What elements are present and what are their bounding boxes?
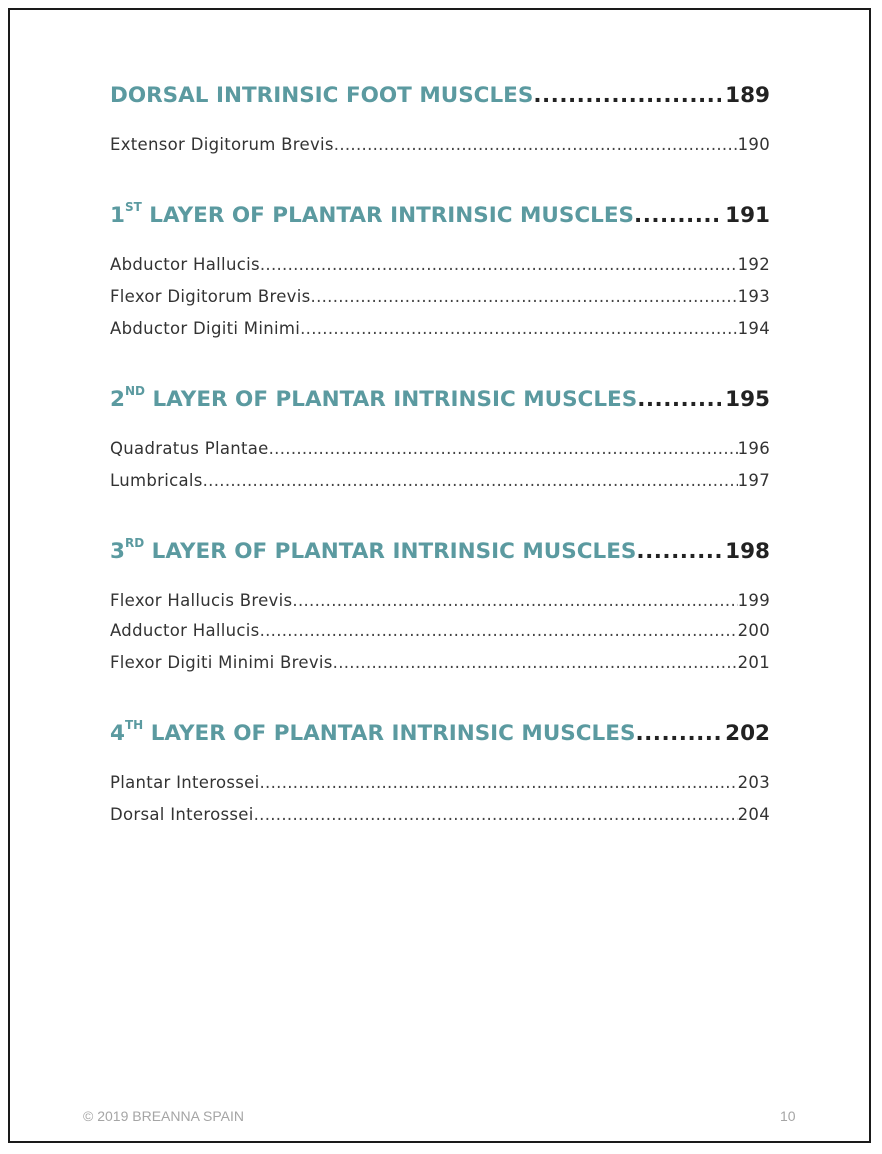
dot-leader (333, 653, 738, 672)
entry-page-number: 203 (737, 773, 770, 792)
dot-leader (636, 539, 721, 564)
entry-page-number: 194 (737, 319, 770, 338)
heading-page-number: 189 (725, 83, 770, 108)
heading-title: DORSAL INTRINSIC FOOT MUSCLES (110, 83, 534, 108)
toc-entry[interactable] (110, 773, 770, 792)
entry-name: Flexor Digitorum Brevis (110, 287, 311, 306)
dot-leader (634, 203, 721, 228)
toc-heading-layer-1[interactable] (110, 200, 770, 228)
footer-page-number: 10 (780, 1108, 796, 1124)
entry-page-number: 204 (737, 805, 770, 824)
toc-entry[interactable] (110, 471, 770, 490)
entry-name: Lumbricals (110, 471, 203, 490)
entry-name: Quadratus Plantae (110, 439, 269, 458)
toc-heading-dorsal[interactable] (110, 83, 770, 108)
toc-entry[interactable] (110, 135, 770, 154)
dot-leader (300, 319, 737, 338)
entry-page-number: 199 (737, 591, 770, 610)
entry-page-number: 192 (737, 255, 770, 274)
entry-name: Extensor Digitorum Brevis (110, 135, 334, 154)
document-page (8, 8, 871, 1143)
dot-leader (334, 135, 738, 154)
toc-entry[interactable] (110, 653, 770, 672)
dot-leader (203, 471, 738, 490)
heading-page-number: 202 (725, 721, 770, 746)
heading-title: 2ND LAYER OF PLANTAR INTRINSIC MUSCLES (110, 384, 638, 412)
toc-entry[interactable] (110, 439, 770, 458)
footer-copyright: © 2019 BREANNA SPAIN (83, 1108, 245, 1124)
entry-page-number: 200 (737, 621, 770, 640)
entry-page-number: 190 (737, 135, 770, 154)
dot-leader (260, 621, 738, 640)
entry-name: Plantar Interossei (110, 773, 260, 792)
dot-leader (292, 591, 737, 610)
entry-page-number: 197 (737, 471, 770, 490)
dot-leader (637, 387, 721, 412)
toc-entry[interactable] (110, 255, 770, 274)
heading-page-number: 195 (725, 387, 770, 412)
entry-page-number: 196 (737, 439, 770, 458)
entry-page-number: 201 (737, 653, 770, 672)
heading-title: 1ST LAYER OF PLANTAR INTRINSIC MUSCLES (110, 200, 635, 228)
dot-leader (254, 805, 738, 824)
toc-entry[interactable] (110, 319, 770, 338)
toc-heading-layer-4[interactable] (110, 718, 770, 746)
toc-entry[interactable] (110, 287, 770, 306)
entry-name: Flexor Hallucis Brevis (110, 591, 293, 610)
toc-heading-layer-3[interactable] (110, 536, 770, 564)
entry-name: Dorsal Interossei (110, 805, 254, 824)
dot-leader (635, 721, 721, 746)
toc-entry[interactable] (110, 591, 770, 610)
heading-page-number: 198 (725, 539, 770, 564)
heading-title: 4TH LAYER OF PLANTAR INTRINSIC MUSCLES (110, 718, 636, 746)
heading-page-number: 191 (725, 203, 770, 228)
dot-leader (533, 83, 721, 108)
heading-title: 3RD LAYER OF PLANTAR INTRINSIC MUSCLES (110, 536, 637, 564)
dot-leader (260, 255, 738, 274)
toc-heading-layer-2[interactable] (110, 384, 770, 412)
toc-entry[interactable] (110, 621, 770, 640)
entry-page-number: 193 (737, 287, 770, 306)
entry-name: Flexor Digiti Minimi Brevis (110, 653, 333, 672)
entry-name: Abductor Digiti Minimi (110, 319, 301, 338)
toc-entry[interactable] (110, 805, 770, 824)
dot-leader (260, 773, 738, 792)
entry-name: Abductor Hallucis (110, 255, 260, 274)
dot-leader (269, 439, 738, 458)
entry-name: Adductor Hallucis (110, 621, 260, 640)
dot-leader (311, 287, 738, 306)
